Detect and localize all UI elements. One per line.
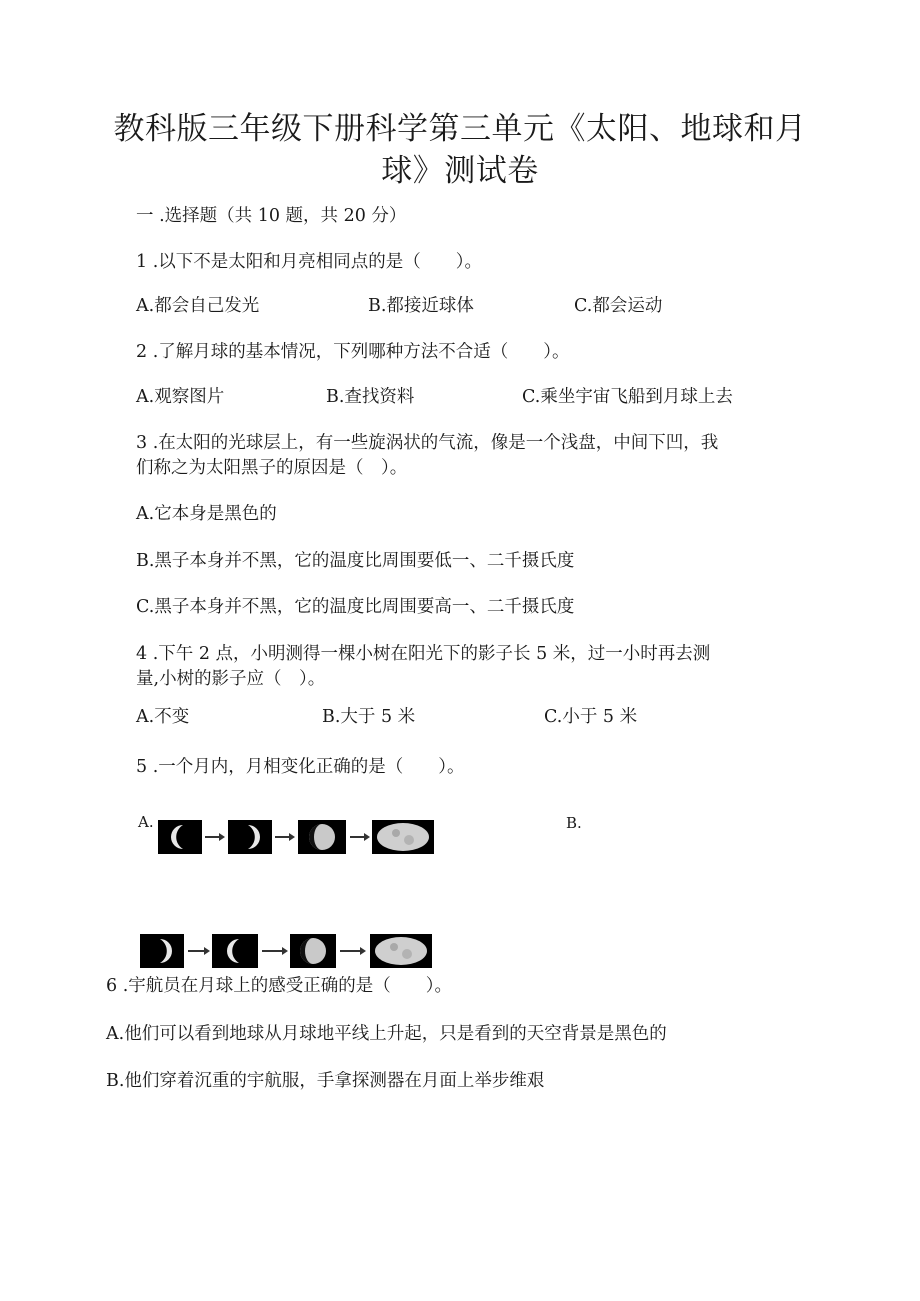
question-3-stem-line-2: 们称之为太阳黑子的原因是（ ）。 bbox=[136, 458, 408, 478]
question-1-option-b: B.都接近球体 bbox=[368, 296, 474, 316]
moon-phase-image bbox=[370, 934, 432, 968]
question-5-option-b-label: B. bbox=[566, 814, 582, 832]
question-2-option-a: A.观察图片 bbox=[136, 387, 225, 407]
question-3-option-a: A.它本身是黑色的 bbox=[136, 504, 277, 524]
question-1-option-c: C.都会运动 bbox=[574, 296, 663, 316]
moon-phase-sequence-b bbox=[140, 934, 434, 974]
question-4-stem-line-2: 量,小树的影子应（ ）。 bbox=[136, 669, 326, 689]
moon-phase-image bbox=[158, 820, 202, 854]
question-2-stem: 2 .了解月球的基本情况，下列哪种方法不合适（ ）。 bbox=[136, 342, 570, 362]
question-6-option-a: A.他们可以看到地球从月球地平线上升起，只是看到的天空背景是黑色的 bbox=[106, 1024, 667, 1044]
moon-phase-image bbox=[212, 934, 258, 968]
waxing-crescent-icon bbox=[212, 934, 258, 968]
moon-phase-image bbox=[298, 820, 346, 854]
moon-phase-image bbox=[228, 820, 272, 854]
arrow-icon bbox=[205, 836, 223, 838]
question-2-option-c: C.乘坐宇宙飞船到月球上去 bbox=[522, 387, 733, 407]
question-3-option-c: C.黑子本身并不黑，它的温度比周围要高一、二千摄氏度 bbox=[136, 597, 575, 617]
moon-phase-image bbox=[372, 820, 434, 854]
crescent-moon-icon bbox=[140, 934, 184, 968]
title-line-1: 教科版三年级下册科学第三单元《太阳、地球和月 bbox=[113, 111, 807, 147]
question-4-option-b: B.大于 5 米 bbox=[322, 707, 416, 727]
arrow-icon bbox=[340, 950, 364, 952]
moon-phase-image bbox=[140, 934, 184, 968]
full-moon-icon bbox=[370, 934, 432, 968]
gibbous-moon-icon bbox=[298, 820, 346, 854]
title-line-2: 球》测试卷 bbox=[381, 153, 539, 189]
page-title bbox=[100, 108, 820, 192]
moon-phase-image bbox=[290, 934, 336, 968]
waxing-crescent-icon bbox=[158, 820, 202, 854]
arrow-icon bbox=[275, 836, 293, 838]
question-3-option-b: B.黑子本身并不黑，它的温度比周围要低一、二千摄氏度 bbox=[136, 551, 575, 571]
question-4-option-c: C.小于 5 米 bbox=[544, 707, 638, 727]
question-5-option-a-label: A. bbox=[138, 813, 154, 831]
question-4-option-a: A.不变 bbox=[136, 707, 190, 727]
question-1-stem: 1 .以下不是太阳和月亮相同点的是（ ）。 bbox=[136, 252, 483, 272]
crescent-moon-icon bbox=[228, 820, 272, 854]
arrow-icon bbox=[350, 836, 368, 838]
arrow-icon bbox=[262, 950, 286, 952]
section-heading: 一 .选择题（共 10 题，共 20 分） bbox=[136, 206, 407, 226]
arrow-icon bbox=[188, 950, 208, 952]
question-2-option-b: B.查找资料 bbox=[326, 387, 415, 407]
question-6-option-b: B.他们穿着沉重的宇航服，手拿探测器在月面上举步维艰 bbox=[106, 1071, 545, 1091]
question-6-stem: 6 .宇航员在月球上的感受正确的是（ ）。 bbox=[106, 976, 453, 996]
question-4-stem-line-1: 4 .下午 2 点，小明测得一棵小树在阳光下的影子长 5 米，过一小时再去测 bbox=[136, 644, 711, 664]
question-5-stem: 5 .一个月内，月相变化正确的是（ ）。 bbox=[136, 757, 465, 777]
full-moon-icon bbox=[372, 820, 434, 854]
moon-phase-sequence-a bbox=[158, 820, 436, 860]
gibbous-moon-icon bbox=[290, 934, 336, 968]
question-3-stem-line-1: 3 .在太阳的光球层上，有一些旋涡状的气流，像是一个浅盘，中间下凹，我 bbox=[136, 433, 719, 453]
question-1-option-a: A.都会自己发光 bbox=[136, 296, 260, 316]
